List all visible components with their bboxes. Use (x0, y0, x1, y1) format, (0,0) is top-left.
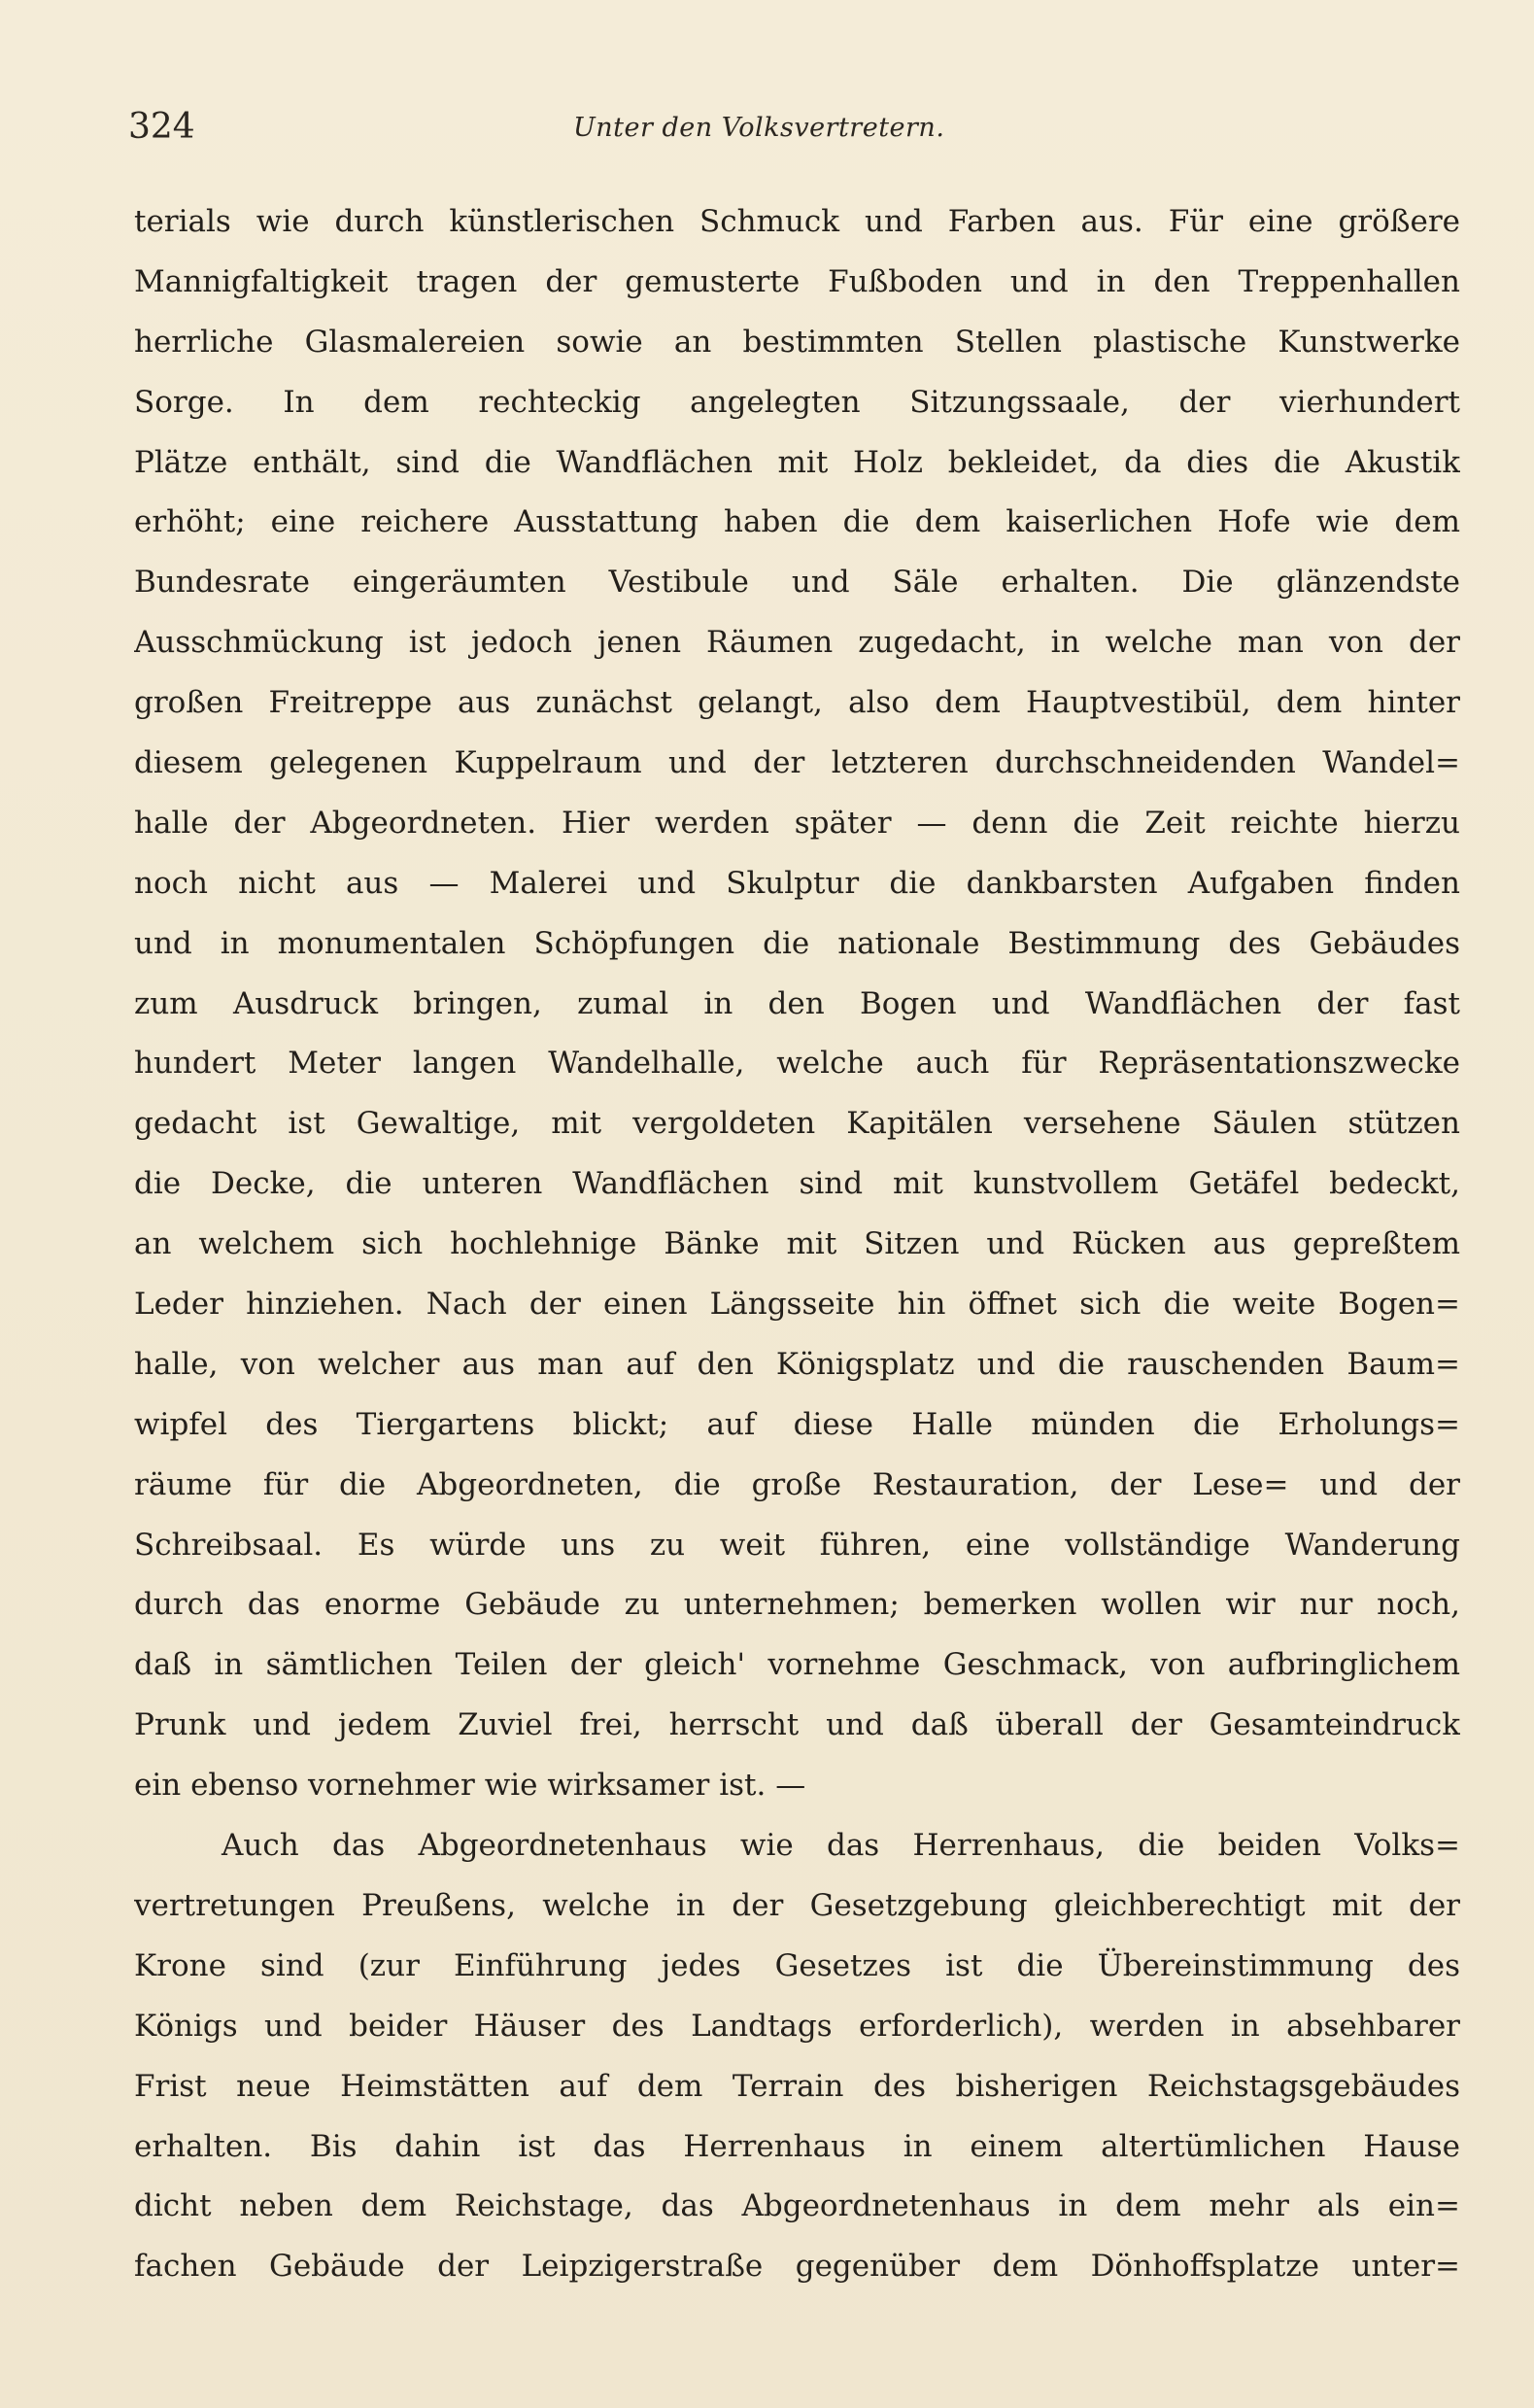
text-line: erhalten. Bis dahin ist das Herrenhaus in einem altertümlichen Hause (134, 2128, 1460, 2164)
text-line: herrliche Glasmalereien sowie an bestimmten Stellen plastische Kunstwerke (134, 324, 1460, 360)
page-number: 324 (128, 107, 195, 147)
text-line: Auch das Abgeordnetenhaus wie das Herrenhaus, die beiden Volks= (222, 1828, 1460, 1864)
text-line: noch nicht aus — Malerei und Skulptur die dankbarsten Aufgaben finden (134, 865, 1460, 901)
page-header (0, 107, 1534, 165)
running-title: Unter den Volksvertretern. (573, 113, 945, 143)
text-line: vertretungen Preußens, welche in der Gesetzgebung gleichberechtigt mit der (134, 1887, 1460, 1923)
body-text (134, 192, 1460, 2297)
text-line: Plätze enthält, sind die Wandflächen mit Holz bekleidet, da dies die Akustik (134, 444, 1460, 480)
text-line: an welchem sich hochlehnige Bänke mit Sitzen und Rücken aus gepreßtem (134, 1226, 1460, 1262)
text-line: halle der Abgeordneten. Hier werden später — denn die Zeit reichte hierzu (134, 805, 1460, 841)
text-line: großen Freitreppe aus zunächst gelangt, also dem Hauptvestibül, dem hinter (134, 685, 1460, 721)
text-line: erhöht; eine reichere Ausstattung haben die dem kaiserlichen Hofe wie dem (134, 504, 1460, 540)
text-line: durch das enorme Gebäude zu unternehmen; bemerken wollen wir nur noch, (134, 1587, 1460, 1623)
text-line: Bundesrate eingeräumten Vestibule und Säle erhalten. Die glänzendste (134, 565, 1460, 601)
text-line: terials wie durch künstlerischen Schmuck und Farben aus. Für eine größere (134, 204, 1460, 239)
text-line: fachen Gebäude der Leipzigerstraße gegenüber dem Dönhoffsplatze unter= (134, 2249, 1460, 2285)
text-line: Krone sind (zur Einführung jedes Gesetzes ist die Übereinstimmung des (134, 1947, 1460, 1983)
text-line: wipfel des Tiergartens blickt; auf diese Halle münden die Erholungs= (134, 1406, 1460, 1442)
text-line: halle, von welcher aus man auf den Königsplatz und die rauschenden Baum= (134, 1346, 1460, 1382)
text-line: räume für die Abgeordneten, die große Restauration, der Lese= und der (134, 1466, 1460, 1502)
text-line: gedacht ist Gewaltige, mit vergoldeten Kapitälen versehene Säulen stützen (134, 1106, 1460, 1142)
text-line: ein ebenso vornehmer wie wirksamer ist. — (134, 1768, 806, 1804)
text-line: dicht neben dem Reichstage, das Abgeordnetenhaus in dem mehr als ein= (134, 2188, 1460, 2224)
text-line: Königs und beider Häuser des Landtags erforderlich), werden in absehbarer (134, 2008, 1460, 2044)
text-line: hundert Meter langen Wandelhalle, welche auch für Repräsentationszwecke (134, 1046, 1460, 1082)
text-line: die Decke, die unteren Wandflächen sind mit kunstvollem Getäfel bedeckt, (134, 1166, 1460, 1202)
text-line: diesem gelegenen Kuppelraum und der letzteren durchschneidenden Wandel= (134, 745, 1460, 781)
text-line: Leder hinziehen. Nach der einen Längsseite hin öffnet sich die weite Bogen= (134, 1287, 1460, 1323)
text-line: Sorge. In dem rechteckig angelegten Sitzungssaale, der vierhundert (134, 384, 1460, 420)
text-line: zum Ausdruck bringen, zumal in den Bogen und Wandflächen der fast (134, 985, 1460, 1021)
text-line: Prunk und jedem Zuviel frei, herrscht und daß überall der Gesamteindruck (134, 1707, 1460, 1743)
text-line: und in monumentalen Schöpfungen die nationale Bestimmung des Gebäudes (134, 925, 1460, 961)
text-line: Schreibsaal. Es würde uns zu weit führen, eine vollständige Wanderung (134, 1527, 1460, 1563)
text-line: daß in sämtlichen Teilen der gleich' vornehme Geschmack, von aufbringlichem (134, 1647, 1460, 1683)
text-line: Ausschmückung ist jedoch jenen Räumen zugedacht, in welche man von der (134, 625, 1460, 661)
text-line: Mannigfaltigkeit tragen der gemusterte Fußboden und in den Treppenhallen (134, 263, 1460, 299)
text-line: Frist neue Heimstätten auf dem Terrain des bisherigen Reichstagsgebäudes (134, 2068, 1460, 2104)
